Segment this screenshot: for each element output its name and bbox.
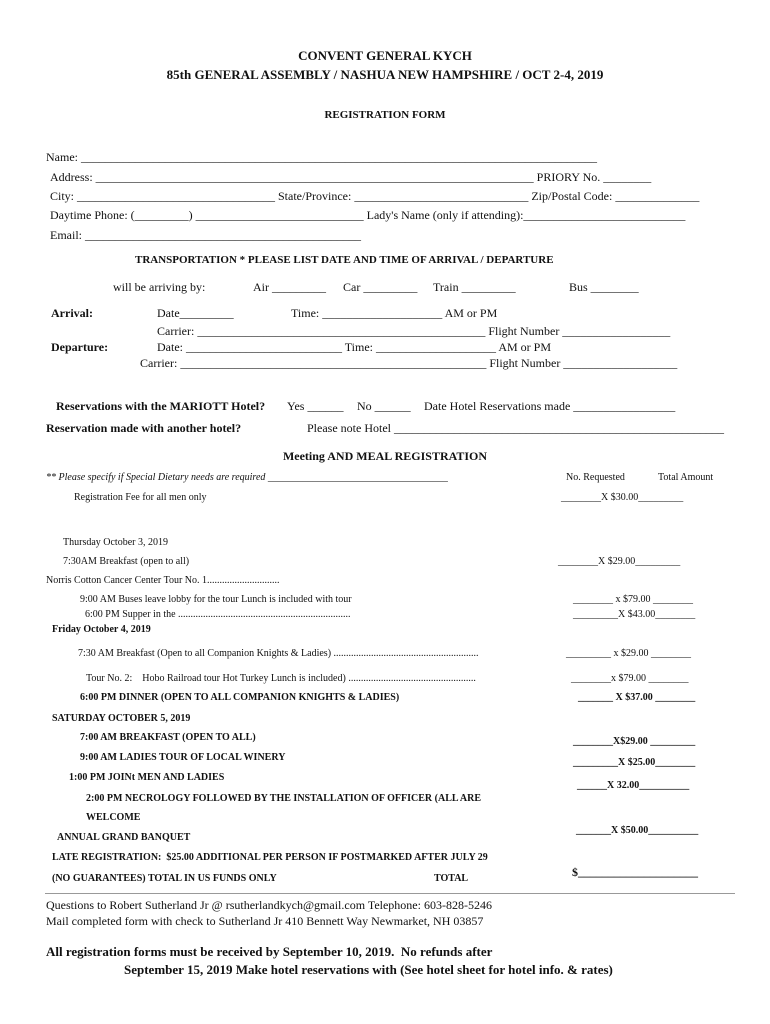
arriving-by-label: will be arriving by: <box>113 280 206 294</box>
thursday-date: Thursday October 3, 2019 <box>63 537 168 548</box>
other-hotel-field[interactable]: Please note Hotel _______________________________________________________ <box>307 421 724 435</box>
footer-divider <box>45 893 735 894</box>
meal-registration-heading: Meeting AND MEAL REGISTRATION <box>282 449 488 463</box>
arrival-date-field[interactable]: Date_________ <box>157 306 234 320</box>
form-title: CONVENT GENERAL KYCH <box>298 48 472 63</box>
deadline-notice-line-2: September 15, 2019 Make hotel reservations with (See hotel sheet for hotel info. & rates) <box>124 962 613 977</box>
friday-breakfast-label: 7:30 AM Breakfast (Open to all Companion Knights & Ladies) .......................................................... <box>78 648 479 659</box>
address-field[interactable]: Address: _________________________________________________________________________ PRIORY No. ________ <box>50 170 652 184</box>
deadline-notice-line-1: All registration forms must be received by September 10, 2019. No refunds after <box>46 944 493 959</box>
supper-label: 6:00 PM Supper in the ..................................................................... <box>85 609 351 620</box>
bus-lobby-label: 9:00 AM Buses leave lobby for the tour Lunch is included with tour <box>80 594 352 605</box>
arrival-label: Arrival: <box>51 306 93 320</box>
city-field[interactable]: City: _________________________________ State/Province: _____________________________ Zip/Postal Code: ______________ <box>50 189 700 203</box>
friday-dinner-label: 6:00 PM DINNER (OPEN TO ALL COMPANION KNIGHTS & LADIES) <box>80 692 400 703</box>
departure-carrier-field[interactable]: Carrier: ___________________________________________________ Flight Number ___________________ <box>140 356 678 370</box>
bus-field[interactable]: Bus ________ <box>569 280 639 294</box>
car-field[interactable]: Car _________ <box>343 280 418 294</box>
norris-tour-label: Norris Cotton Cancer Center Tour No. 1............................. <box>46 575 280 586</box>
email-field[interactable]: Email: ______________________________________________ <box>50 228 361 242</box>
norris-tour-amount[interactable]: ________ x $79.00 ________ <box>573 594 693 605</box>
air-field[interactable]: Air _________ <box>253 280 326 294</box>
registration-form-heading: REGISTRATION FORM <box>324 109 446 121</box>
winery-tour-label: 9:00 AM LADIES TOUR OF LOCAL WINERY <box>80 752 286 763</box>
saturday-breakfast-amount[interactable]: ________X$29.00 _________ <box>573 736 696 747</box>
friday-breakfast-amount[interactable]: _________ x $29.00 ________ <box>566 648 691 659</box>
no-guarantees-label: (NO GUARANTEES) TOTAL IN US FUNDS ONLY <box>52 873 277 884</box>
saturday-date: SATURDAY OCTOBER 5, 2019 <box>52 713 191 724</box>
grand-banquet-label: ANNUAL GRAND BANQUET <box>57 832 191 843</box>
marriott-no-field[interactable]: No ______ <box>357 399 411 413</box>
thursday-breakfast-label: 7:30AM Breakfast (open to all) <box>63 556 190 567</box>
train-field[interactable]: Train _________ <box>433 280 516 294</box>
winery-tour-amount[interactable]: _________X $25.00________ <box>573 757 696 768</box>
friday-date: Friday October 4, 2019 <box>52 624 151 635</box>
supper-amount[interactable]: _________X $43.00________ <box>573 609 696 620</box>
registration-fee-amount[interactable]: ________X $30.00_________ <box>561 492 684 503</box>
other-hotel-label: Reservation made with another hotel? <box>46 421 242 435</box>
joint-event-label: 1:00 PM JOINt MEN AND LADIES <box>69 772 225 783</box>
joint-event-amount[interactable]: ______X 32.00__________ <box>577 780 690 791</box>
phone-field[interactable]: Daytime Phone: (_________) ____________________________ Lady's Name (only if attending):___________________________ <box>50 208 686 222</box>
reservation-date-field[interactable]: Date Hotel Reservations made _________________ <box>424 399 676 413</box>
mailing-instructions: Mail completed form with check to Sutherland Jr 410 Bennett Way Newmarket, NH 03857 <box>46 914 484 928</box>
departure-label: Departure: <box>51 340 109 354</box>
saturday-breakfast-label: 7:00 AM BREAKFAST (OPEN TO ALL) <box>80 732 256 743</box>
friday-dinner-amount[interactable]: _______ X $37.00 ________ <box>578 692 696 703</box>
welcome-label: WELCOME <box>86 812 141 823</box>
total-amount-field[interactable]: $____________________ <box>572 865 698 879</box>
tour-2-amount[interactable]: ________x $79.00 ________ <box>571 673 689 684</box>
name-field[interactable]: Name: ______________________________________________________________________________________ <box>46 150 597 164</box>
marriott-yes-field[interactable]: Yes ______ <box>287 399 344 413</box>
arrival-time-field[interactable]: Time: ____________________ AM or PM <box>291 306 498 320</box>
dietary-needs-field[interactable]: ** Please specify if Special Dietary needs are required ____________________________________ <box>46 472 448 483</box>
total-label: TOTAL <box>434 873 469 884</box>
questions-contact: Questions to Robert Sutherland Jr @ rsutherlandkych@gmail.com Telephone: 603-828-5246 <box>46 898 492 912</box>
late-registration-label: LATE REGISTRATION: $25.00 ADDITIONAL PER PERSON IF POSTMARKED AFTER JULY 29 <box>52 852 488 863</box>
necrology-label: 2:00 PM NECROLOGY FOLLOWED BY THE INSTALLATION OF OFFICER (ALL ARE <box>86 793 482 804</box>
column-no-requested: No. Requested <box>566 472 625 483</box>
grand-banquet-amount[interactable]: _______X $50.00__________ <box>576 825 699 836</box>
assembly-subtitle: 85th GENERAL ASSEMBLY / NASHUA NEW HAMPSHIRE / OCT 2-4, 2019 <box>166 67 604 82</box>
tour-2-label: Tour No. 2: Hobo Railroad tour Hot Turkey Lunch is included) ................................................... <box>86 673 476 684</box>
marriott-label: Reservations with the MARIOTT Hotel? <box>56 399 266 413</box>
column-total-amount: Total Amount <box>658 472 714 483</box>
arrival-carrier-field[interactable]: Carrier: ________________________________________________ Flight Number __________________ <box>157 324 671 338</box>
registration-fee-label: Registration Fee for all men only <box>74 492 207 503</box>
thursday-breakfast-amount[interactable]: ________X $29.00_________ <box>558 556 681 567</box>
transportation-heading: TRANSPORTATION * PLEASE LIST DATE AND TIME OF ARRIVAL / DEPARTURE <box>135 254 554 266</box>
departure-date-time-field[interactable]: Date: __________________________ Time: ____________________ AM or PM <box>157 340 552 354</box>
